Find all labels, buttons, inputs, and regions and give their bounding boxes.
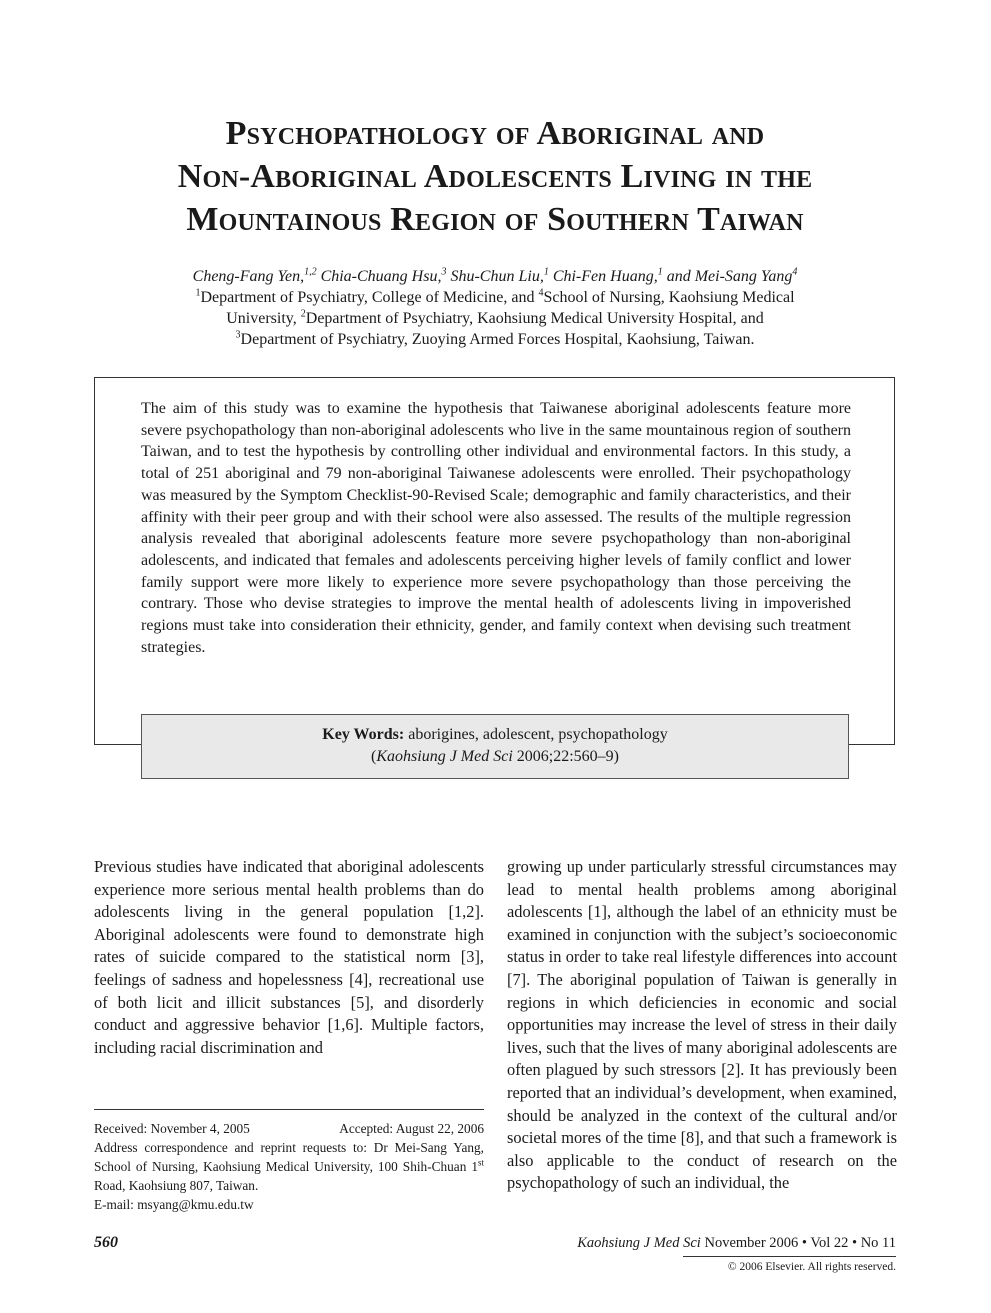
- journal-issue: November 2006 • Vol 22 • No 11: [700, 1235, 896, 1251]
- title-line-2: Non-Aboriginal Adolescents Living in the: [177, 158, 813, 195]
- footnote-rule: [94, 1109, 484, 1110]
- keywords-line: [142, 724, 848, 746]
- affiliation-text: Department of Psychiatry, Zuoying Armed Forces Hospital, Kaohsiung, Taiwan.: [240, 331, 755, 348]
- footer-rule: [683, 1256, 896, 1257]
- citation-details: 2006;22:560–9): [512, 748, 619, 765]
- correspondence-address: [94, 1138, 484, 1195]
- copyright-notice: © 2006 Elsevier. All rights reserved.: [727, 1261, 896, 1273]
- keywords-label: Key Words:: [322, 726, 405, 743]
- body-column-right: growing up under particularly stressful circumstances may lead to mental health problems among aboriginal adolescents [1], although the label of an ethnicity must be examined in conjunction with the subject’s socioeconomic status in order to take real lifestyle differences into account [7]. The aboriginal population of Taiwan is generally in regions in which deficiencies in economic and social opportunities may increase the level of stress in their daily lives, such that the lives of many aboriginal adolescents are often plagued by such stressors [2]. It has previously been reported that an individual’s development, when examined, should be analyzed in the context of the cultural and/or societal mores of the time [8], and that such a framework is also applicable to the conduct of research on the psychopathology of such an individual, the: [507, 857, 897, 1193]
- affiliation-text: University,: [226, 310, 301, 327]
- citation-journal: Kaohsiung J Med Sci: [376, 748, 513, 765]
- address-ordinal: st: [477, 1157, 484, 1168]
- keywords-box: [141, 714, 849, 779]
- footnote-dates: [94, 1119, 484, 1138]
- affiliation-mark: 2: [300, 308, 306, 320]
- author-affiliation-mark: 3: [441, 266, 447, 278]
- author-block: [95, 266, 895, 350]
- author-affiliation-mark: 1,2: [304, 266, 317, 278]
- affiliation-text: School of Nursing, Kaohsiung Medical: [543, 289, 795, 306]
- author-name: Shu-Chun Liu,: [450, 268, 544, 285]
- affiliation-mark: 4: [538, 287, 544, 299]
- correspondence-email: E-mail: msyang@kmu.edu.tw: [94, 1197, 254, 1212]
- affiliations: [95, 287, 895, 350]
- author-name: and Mei-Sang Yang: [666, 268, 793, 285]
- body-column-left: Previous studies have indicated that aboriginal adolescents experience more serious mental health problems than do adolescents living in the general population [1,2]. Aboriginal adolescents were found to demonstrate high rates of suicide compared to the statistical norm [3], feelings of sadness and hopelessness [4], recreational use of both licit and illicit substances [5], and disorderly conduct and aggressive behavior [1,6]. Multiple factors, including racial discrimination and: [94, 857, 484, 1057]
- abstract-text: The aim of this study was to examine the hypothesis that Taiwanese aboriginal adolescents feature more severe psychopathology than non-aboriginal adolescents who live in the same mountainous region of southern Taiwan, and to test the hypothesis by controlling other individual and environmental factors. In this study, a total of 251 aboriginal and 79 non-aboriginal Taiwanese adolescents were enrolled. Their psychopathology was measured by the Symptom Checklist-90-Revised Scale; demographic and family characteristics, and their affinity with their peer group and with their school were also assessed. The results of the multiple regression analysis revealed that aboriginal adolescents feature more severe psychopathology than non-aboriginal adolescents, and indicated that females and adolescents perceiving higher levels of family conflict and lower family support were more likely to experience more severe psychopathology than those perceiving the contrary. Those who devise strategies to improve the mental health of adolescents living in impoverished regions must take into consideration their ethnicity, gender, and family context when devising such treatment strategies.: [141, 400, 851, 656]
- address-text: Address correspondence and reprint requests to: Dr Mei-Sang Yang, School of Nursing, Kaohsiung Medical University, 100 Shih-Chuan 1: [94, 1140, 484, 1174]
- journal-info: [577, 1235, 896, 1252]
- citation-paren: (: [371, 748, 377, 765]
- author-affiliation-mark: 4: [792, 266, 798, 278]
- author-affiliation-mark: 1: [657, 266, 663, 278]
- journal-name: Kaohsiung J Med Sci: [577, 1235, 701, 1251]
- author-name: Chia-Chuang Hsu,: [320, 268, 442, 285]
- author-names: [95, 266, 895, 287]
- title-line-3: Mountainous Region of Southern Taiwan: [186, 201, 804, 238]
- address-text: Road, Kaohsiung 807, Taiwan.: [94, 1178, 259, 1193]
- page-number: 560: [94, 1234, 118, 1251]
- affiliation-text: Department of Psychiatry, College of Medicine, and: [200, 289, 539, 306]
- received-date: Received: November 4, 2005: [94, 1121, 250, 1136]
- footnote: [94, 1119, 484, 1214]
- author-name: Cheng-Fang Yen,: [192, 268, 305, 285]
- author-name: Chi-Fen Huang,: [552, 268, 658, 285]
- affiliation-mark: 3: [235, 329, 241, 341]
- citation-line: [142, 746, 848, 768]
- title-line-1: Psychopathology of Aboriginal and: [225, 115, 765, 152]
- affiliation-text: Department of Psychiatry, Kaohsiung Medical University Hospital, and: [305, 310, 764, 327]
- author-affiliation-mark: 1: [543, 266, 549, 278]
- accepted-date: Accepted: August 22, 2006: [339, 1121, 484, 1136]
- article-title: [95, 112, 895, 241]
- keywords-terms: aborigines, adolescent, psychopathology: [408, 726, 668, 743]
- affiliation-mark: 1: [195, 287, 201, 299]
